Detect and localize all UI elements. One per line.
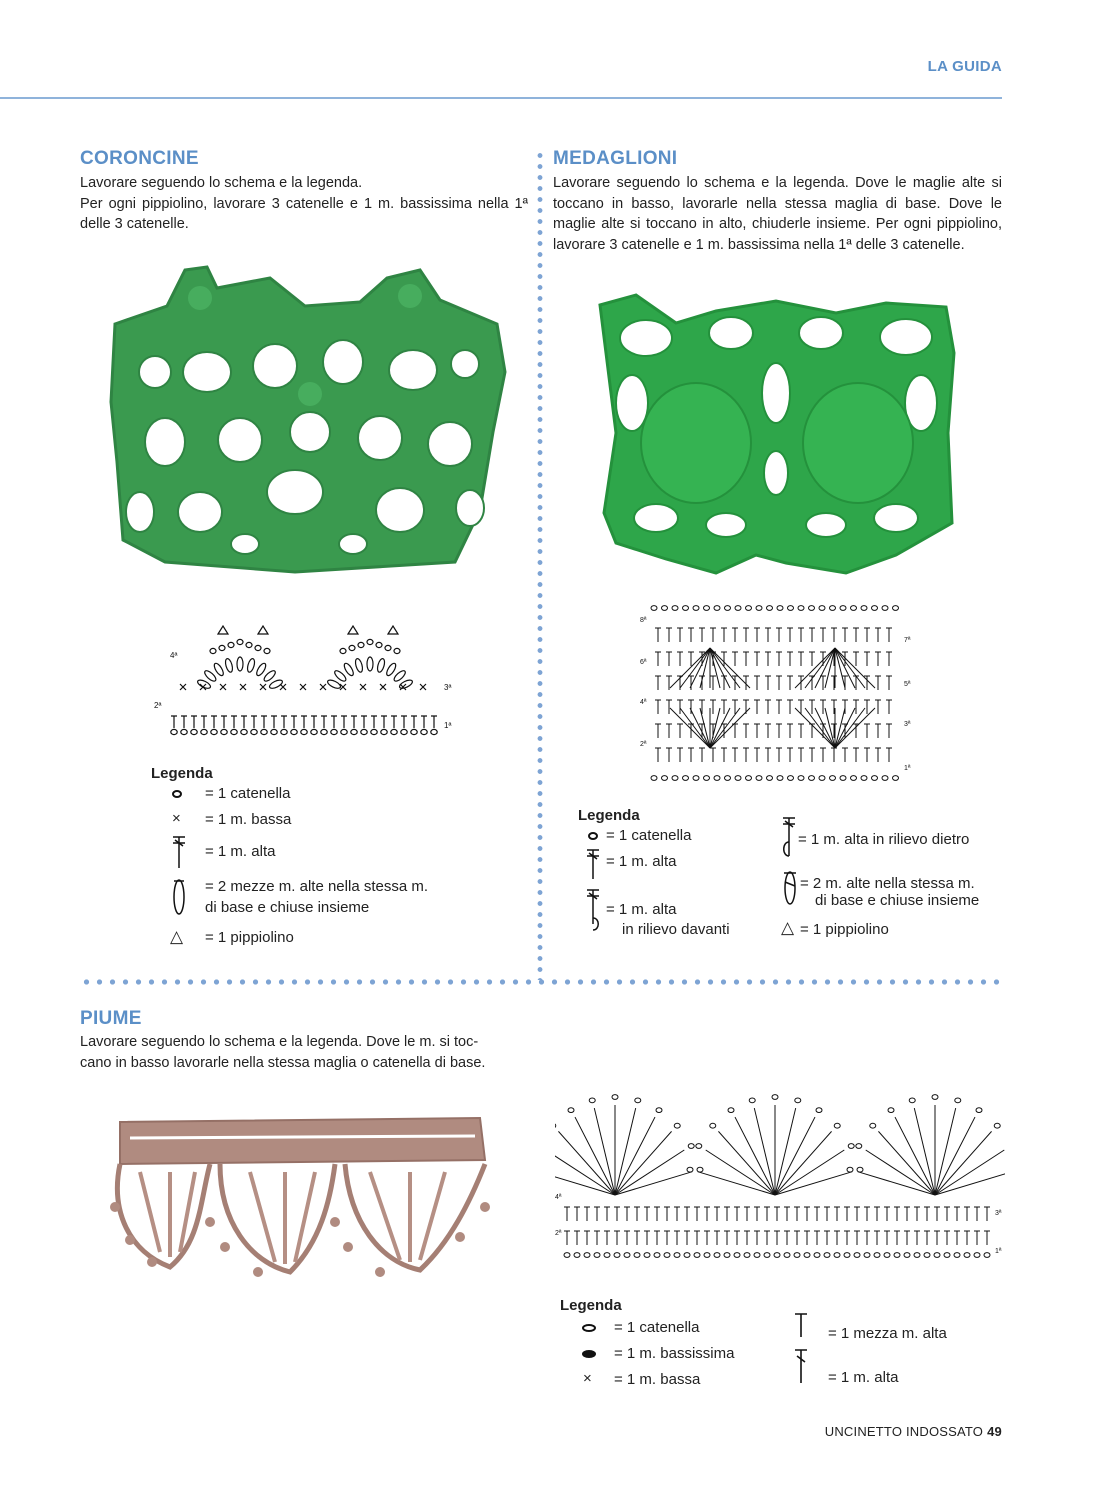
medaglioni-legend-title: Legenda	[578, 807, 640, 824]
coroncine-text-line1: Lavorare seguendo lo schema e la legenda.	[80, 175, 363, 191]
horizontal-dotted-divider	[80, 978, 1002, 986]
medaglioni-swatch-photo	[596, 293, 956, 583]
double-crochet-icon	[586, 848, 600, 880]
slip-stitch-icon	[582, 1350, 596, 1358]
coroncine-row-1-label: 1ª	[444, 721, 452, 730]
coroncine-legend-title: Legenda	[151, 765, 213, 782]
piume-row-3-label: 3ª	[995, 1210, 1002, 1217]
puff-stitch-icon	[172, 877, 186, 917]
piume-row-4-label: 4ª	[555, 1194, 562, 1201]
coroncine-legend-item-5: = 1 pippiolino	[205, 929, 294, 946]
coroncine-row-2-label: 2ª	[154, 701, 162, 710]
piume-legend-right-1: = 1 mezza m. alta	[828, 1325, 947, 1342]
coroncine-title: CORONCINE	[80, 148, 199, 169]
coroncine-legend-item-4b: di base e chiuse insieme	[205, 899, 370, 916]
chain-icon	[582, 1324, 596, 1332]
page-footer	[825, 1424, 1002, 1439]
piume-legend	[580, 1318, 1000, 1398]
medaglioni-legend-left-3: = 1 m. alta	[606, 901, 677, 918]
piume-text-line2: cano in basso lavorarle nella stessa maglia o catenella di base.	[80, 1054, 486, 1071]
piume-legend-left-2: = 1 m. bassissima	[614, 1345, 735, 1362]
medaglioni-section	[553, 148, 1002, 255]
header-rule	[0, 97, 1002, 99]
medaglioni-legend-left-2: = 1 m. alta	[606, 853, 677, 870]
back-post-double-crochet-icon	[780, 816, 796, 862]
coroncine-legend-item-3: = 1 m. alta	[205, 843, 276, 860]
half-double-crochet-icon	[794, 1312, 808, 1338]
medaglioni-text: Lavorare seguendo lo schema e la legenda. Dove le maglie alte si toccano in basso, lavorarle nella stessa maglia di base. Dove le maglie alte si toccano in alto, chiuderle insieme. Per ogni pippiolino, lavorare 3 catenelle e 1 m. bassissima nella 1ª delle 3 catenelle.	[553, 175, 1002, 253]
coroncine-row-3-label: 3ª	[444, 683, 452, 692]
medaglioni-legend	[586, 826, 1006, 946]
piume-legend-left-1: = 1 catenella	[614, 1319, 700, 1336]
coroncine-legend-item-2: = 1 m. bassa	[205, 811, 292, 828]
coroncine-crochet-chart	[150, 612, 460, 742]
coroncine-legend-item-1: = 1 catenella	[205, 785, 291, 802]
medaglioni-row-7-label: 7ª	[904, 637, 911, 644]
section-label: LA GUIDA	[927, 58, 1002, 75]
medaglioni-row-1-label: 1ª	[904, 765, 911, 772]
piume-title: PIUME	[80, 1008, 142, 1029]
piume-legend-left-3: = 1 m. bassa	[614, 1371, 701, 1388]
medaglioni-legend-right-3: = 1 pippiolino	[800, 921, 889, 938]
single-crochet-icon: ×	[583, 1370, 592, 1387]
vertical-dotted-divider	[537, 150, 543, 980]
chain-icon	[588, 832, 598, 840]
picot-icon: △	[170, 927, 184, 946]
medaglioni-row-2-label: 2ª	[640, 741, 647, 748]
medaglioni-legend-left-1: = 1 catenella	[606, 827, 692, 844]
medaglioni-row-6-label: 6ª	[640, 659, 647, 666]
double-crochet-icon	[794, 1348, 808, 1384]
medaglioni-legend-right-2: = 2 m. alte nella stessa m.	[800, 875, 975, 892]
single-crochet-icon: ×	[172, 810, 181, 827]
coroncine-swatch-photo	[95, 262, 520, 574]
piume-section	[80, 1008, 540, 1073]
magazine-name: UNCINETTO INDOSSATO	[824, 1424, 984, 1439]
medaglioni-row-8-label: 8ª	[640, 617, 647, 624]
double-crochet-icon	[172, 835, 186, 869]
page-number: 49	[987, 1424, 1002, 1439]
piume-lace-photo	[100, 1112, 495, 1282]
medaglioni-crochet-chart	[640, 598, 915, 784]
piume-text-line1: Lavorare seguendo lo schema e la legenda. Dove le m. si toc-	[80, 1034, 479, 1050]
medaglioni-legend-left-3b: in rilievo davanti	[622, 921, 730, 938]
medaglioni-legend-right-1: = 1 m. alta in rilievo dietro	[798, 831, 970, 848]
coroncine-row-4-label: 4ª	[170, 651, 178, 660]
medaglioni-title: MEDAGLIONI	[553, 148, 678, 169]
coroncine-section	[80, 148, 528, 235]
piume-crochet-chart	[555, 1075, 1005, 1270]
medaglioni-row-4-label: 4ª	[640, 699, 647, 706]
piume-legend-right-2: = 1 m. alta	[828, 1369, 899, 1386]
piume-legend-title: Legenda	[560, 1297, 622, 1314]
piume-row-2-label: 2ª	[555, 1230, 562, 1237]
cluster-stitch-icon	[782, 868, 798, 908]
picot-icon: △	[781, 918, 795, 937]
chain-icon	[172, 790, 182, 798]
piume-row-1-label: 1ª	[995, 1248, 1002, 1255]
front-post-double-crochet-icon	[586, 888, 602, 934]
medaglioni-legend-right-2b: di base e chiuse insieme	[815, 892, 980, 909]
coroncine-legend-item-4: = 2 mezze m. alte nella stessa m.	[205, 878, 429, 895]
medaglioni-row-5-label: 5ª	[904, 681, 911, 688]
medaglioni-row-3-label: 3ª	[904, 721, 911, 728]
coroncine-text-line2: Per ogni pippiolino, lavorare 3 catenelle e 1 m. bassissima nella 1ª delle 3 catenelle.	[80, 195, 528, 232]
